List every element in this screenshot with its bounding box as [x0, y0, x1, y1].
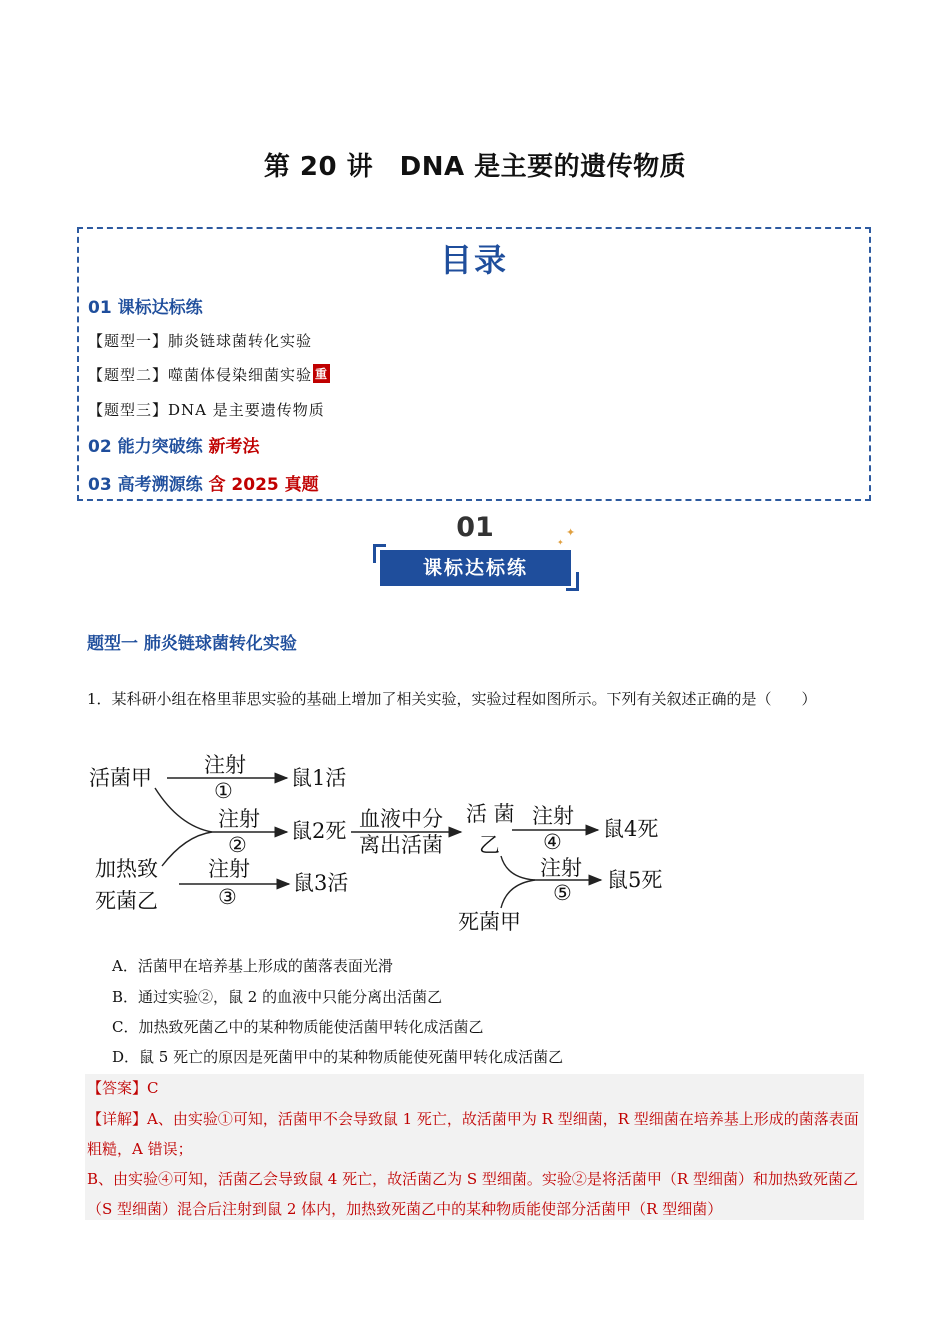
- mouse-5: 鼠5死: [607, 868, 663, 892]
- experiment-diagram: [87, 748, 707, 943]
- heat-label-1: 加热致: [95, 857, 158, 881]
- toc-section-3[interactable]: [88, 470, 319, 495]
- toc-item-type2[interactable]: [88, 364, 330, 385]
- inject-label-5: 注射: [540, 856, 582, 880]
- inject-label-2: 注射: [218, 807, 260, 831]
- step-5: ⑤: [553, 881, 572, 905]
- option-a[interactable]: A．活菌甲在培养基上形成的菌落表面光滑: [112, 957, 393, 975]
- inject-label-1: 注射: [204, 753, 246, 777]
- table-of-contents: [77, 227, 871, 501]
- step-3: ③: [218, 885, 237, 909]
- option-d[interactable]: D．鼠 5 死亡的原因是死菌甲中的某种物质能使死菌甲转化成活菌乙: [112, 1048, 564, 1066]
- explanation-b: B、由实验④可知，活菌乙会导致鼠 4 死亡，故活菌乙为 S 型细菌。实验②是将活菌甲（R 型细菌）和加热致死菌乙（S 型细菌）混合后注射到鼠 2 体内，加热致死菌乙中的某种物质能使部分活菌甲（R 型细菌）: [87, 1170, 858, 1218]
- sparkle-small-icon: ✦: [557, 538, 564, 547]
- toc-section-1[interactable]: 01 课标达标练: [88, 298, 203, 318]
- live-a-label: 活菌甲: [89, 766, 152, 790]
- toc-item-type3[interactable]: 【题型三】DNA 是主要遗传物质: [88, 401, 325, 419]
- mouse-4: 鼠4死: [603, 817, 659, 841]
- step-1: ①: [214, 779, 233, 803]
- live-b-label: 活 菌: [466, 802, 515, 826]
- toc-item-type1[interactable]: 【题型一】肺炎链球菌转化实验: [88, 332, 313, 350]
- mouse-3: 鼠3活: [293, 871, 349, 895]
- step-4: ④: [543, 830, 562, 854]
- toc-heading: 目录: [439, 241, 508, 279]
- blood-label-2: 离出活菌: [359, 833, 443, 857]
- mouse-1: 鼠1活: [291, 766, 347, 790]
- live-b-label-2: 乙: [479, 833, 500, 857]
- question-stem: 1．某科研小组在格里菲思实验的基础上增加了相关实验，实验过程如图所示。下列有关叙述正确的是（ ）: [87, 690, 817, 708]
- toc-section-3-label: 03 高考溯源练: [88, 475, 203, 495]
- mouse-2: 鼠2死: [291, 819, 347, 843]
- inject-label-3: 注射: [208, 857, 250, 881]
- answer-line: 【答案】C: [87, 1079, 159, 1097]
- step-2: ②: [228, 833, 247, 857]
- sparkle-icon: ✦: [566, 526, 576, 539]
- type-heading: 题型一 肺炎链球菌转化实验: [87, 634, 297, 654]
- section-banner: [370, 510, 582, 592]
- toc-item-type2-label: 【题型二】噬菌体侵染细菌实验: [88, 366, 313, 384]
- toc-section-2-tag: 新考法: [208, 437, 260, 457]
- toc-section-2-label: 02 能力突破练: [88, 437, 203, 457]
- dead-a-label: 死菌甲: [458, 910, 521, 934]
- banner-label: 课标达标练: [380, 550, 571, 586]
- toc-section-3-tag: 含 2025 真题: [208, 475, 319, 495]
- page-title: 第 20 讲 DNA 是主要的遗传物质: [263, 152, 687, 182]
- blood-label-1: 血液中分: [359, 807, 443, 831]
- heat-label-2: 死菌乙: [95, 889, 158, 913]
- explanation-a: 【详解】A、由实验①可知，活菌甲不会导致鼠 1 死亡，故活菌甲为 R 型细菌，R 型细菌在培养基上形成的菌落表面粗糙，A 错误；: [87, 1110, 859, 1158]
- banner-number: 01: [456, 512, 494, 543]
- toc-section-2[interactable]: [88, 432, 260, 457]
- inject-label-4: 注射: [532, 804, 574, 828]
- key-badge: 重: [313, 364, 330, 383]
- option-c[interactable]: C．加热致死菌乙中的某种物质能使活菌甲转化成活菌乙: [112, 1018, 484, 1036]
- option-b[interactable]: B．通过实验②，鼠 2 的血液中只能分离出活菌乙: [112, 988, 443, 1006]
